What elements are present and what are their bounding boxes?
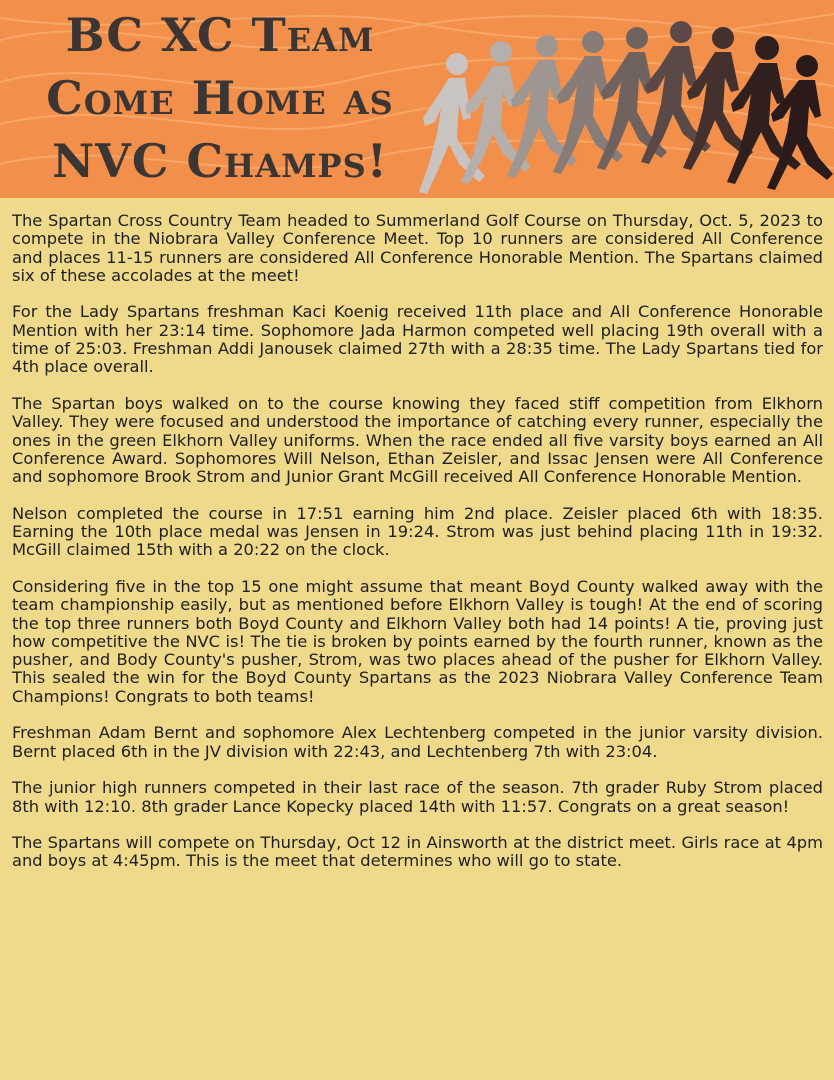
article-body <box>12 212 823 889</box>
article-paragraph: Considering five in the top 15 one might assume that meant Boyd County walked away with the team championship easily, but as mentioned before Elkhorn Valley is tough! At the end of scoring the top three runners both Boyd County and Elkhorn Valley both had 14 points! A tie, proving just how competitive the NVC is! The tie is broken by points earned by the fourth runner, known as the pusher, and Body County's pusher, Strom, was two places ahead of the pusher for Elkhorn Valley. This sealed the win for the Boyd County Spartans as the 2023 Niobrara Valley Conference Team Champions! Congrats to both teams! <box>12 576 823 706</box>
header-banner <box>0 0 834 198</box>
article-paragraph: For the Lady Spartans freshman Kaci Koenig received 11th place and All Conference Honorable Mention with her 23:14 time. Sophomore Jada Harmon competed well placing 19th overall with a time of 25:03. Freshman Addi Janousek claimed 27th with a 28:35 time. The Lady Spartans tied for 4th place overall. <box>12 302 823 377</box>
article-paragraph: Freshman Adam Bernt and sophomore Alex Lechtenberg competed in the junior varsity division. Bernt placed 6th in the JV division with 22:43, and Lechtenberg 7th with 23:04. <box>12 723 823 761</box>
runners-silhouette-icon <box>405 8 834 198</box>
runner-group <box>419 21 833 194</box>
headline-line-2: Come Home as <box>46 71 394 125</box>
headline-line-1: BC XC Team <box>65 8 375 62</box>
article-paragraph: The Spartan Cross Country Team headed to Summerland Golf Course on Thursday, Oct. 5, 2023 to compete in the Niobrara Valley Conference Meet. Top 10 runners are considered All Conference and places 11-15 runners are considered All Conference Honorable Mention. The Spartans claimed six of these accolades at the meet! <box>12 211 823 285</box>
article-paragraph: The junior high runners competed in their last race of the season. 7th grader Ruby Strom placed 8th with 12:10. 8th grader Lance Kopecky placed 14th with 11:57. Congrats on a great season! <box>12 778 823 816</box>
headline-line-3: NVC Champs! <box>52 134 388 188</box>
article-paragraph: Nelson completed the course in 17:51 earning him 2nd place. Zeisler placed 6th with 18:35. Earning the 10th place medal was Jensen in 19:24. Strom was just behind placing 11th in 19:32. McGill claimed 15th with a 20:22 on the clock. <box>12 503 823 560</box>
headline <box>0 4 440 193</box>
article-paragraph: The Spartan boys walked on to the course knowing they faced stiff competition from Elkhorn Valley. They were focused and understood the importance of catching every runner, especially the ones in the green Elkhorn Valley uniforms. When the race ended all five varsity boys earned an All Conference Award. Sophomores Will Nelson, Ethan Zeisler, and Issac Jensen were All Conference and sophomore Brook Strom and Junior Grant McGill received All Conference Honorable Mention. <box>12 393 823 487</box>
article-paragraph: The Spartans will compete on Thursday, Oct 12 in Ainsworth at the district meet. Girls race at 4pm and boys at 4:45pm. This is the meet that determines who will go to state. <box>12 833 823 871</box>
